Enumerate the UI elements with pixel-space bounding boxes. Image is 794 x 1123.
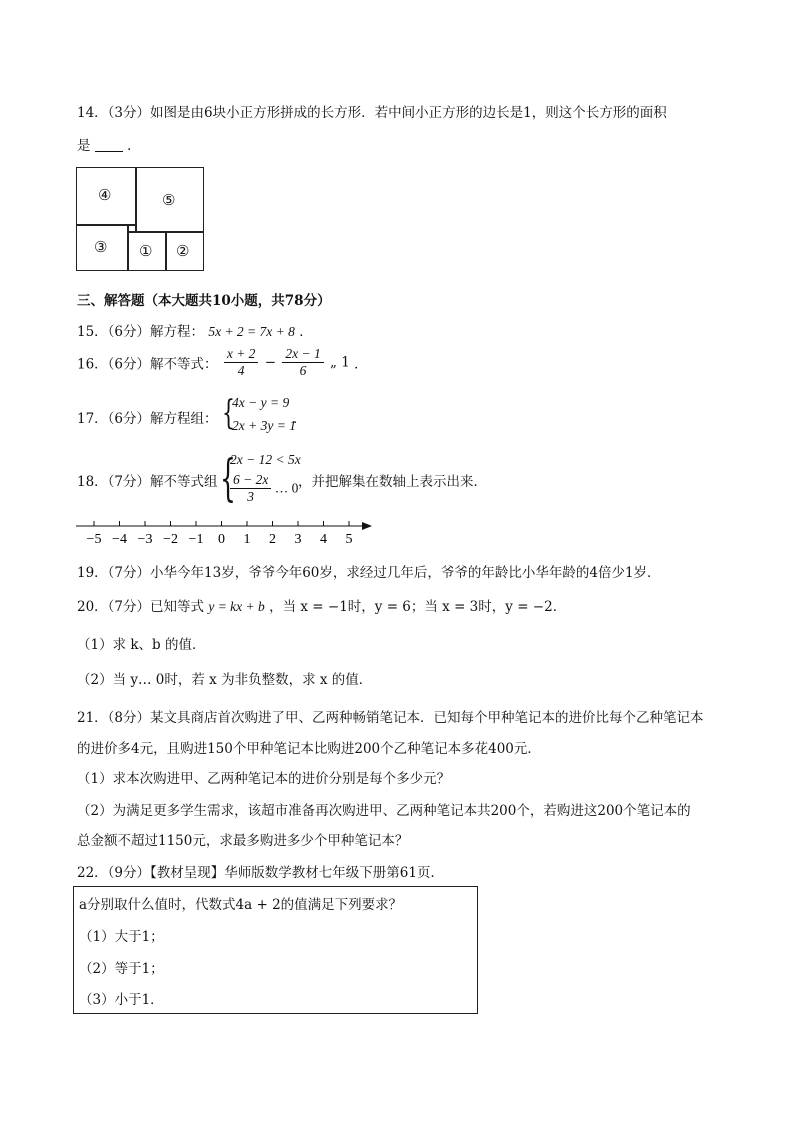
q14-line1: 14．（3分）如图是由6块小正方形拼成的长方形．若中间小正方形的边长是1，则这个长方形的面积 xyxy=(77,105,667,121)
q16 xyxy=(77,346,368,379)
q18-system xyxy=(220,450,310,512)
q19: 19．（7分）小华今年13岁，爷爷今年60岁，求经过几年后，爷爷的年龄比小华年龄的4倍少1岁． xyxy=(77,565,661,581)
q15-suffix: ． xyxy=(299,324,313,340)
number-line-label: −5 xyxy=(86,532,102,547)
q14-line2-post: ． xyxy=(127,138,141,154)
box-item-3: （3）小于1． xyxy=(79,992,164,1008)
number-line-label: 1 xyxy=(243,532,251,547)
number-line-label: 4 xyxy=(320,532,327,547)
rectangle-figure xyxy=(76,167,203,270)
q21-sub2b: 总金额不超过1150元，求最多购进多少个甲种笔记本？ xyxy=(77,833,409,849)
q18-den: 3 xyxy=(247,489,255,504)
q20-expr: y = kx + b xyxy=(208,599,265,614)
q18-prefix: 18．（7分）解不等式组 xyxy=(77,474,218,490)
q16-suffix: ． xyxy=(354,356,368,373)
number-line-label: −1 xyxy=(188,532,204,547)
q16-prefix: 16．（6分）解不等式： xyxy=(77,356,218,373)
number-line xyxy=(74,516,384,556)
q18-rel: … 0 xyxy=(274,480,299,496)
number-line-label: 0 xyxy=(218,532,225,547)
q17-suffix: ． xyxy=(293,411,307,427)
q15 xyxy=(77,320,313,340)
number-line-label: 2 xyxy=(269,532,276,547)
textbook-box xyxy=(73,886,478,1014)
q21-line1: 21．（8分）某文具商店首次购进了甲、乙两种畅销笔记本．已知每个甲种笔记本的进价比每个乙种笔记本 xyxy=(77,710,704,726)
q18-suffix: ，并把解集在数轴上表示出来． xyxy=(298,474,487,490)
q17-prefix: 17．（6分）解方程组： xyxy=(77,411,218,427)
box-item-2: （2）等于1； xyxy=(79,961,164,977)
q16-num1: x + 2 xyxy=(224,346,259,363)
q16-den2: 6 xyxy=(299,363,307,378)
q21-sub1: （1）求本次购进甲、乙两种笔记本的进价分别是每个多少元？ xyxy=(77,771,451,787)
q17-eq1: 4x − y = 9 xyxy=(232,395,290,410)
q22-line: 22．（9分）【教材呈现】华师版数学教材七年级下册第61页． xyxy=(77,865,444,881)
q16-rel: „ 1 xyxy=(330,354,350,371)
box-item-1: （1）大于1； xyxy=(79,929,164,945)
q16-den1: 4 xyxy=(237,363,245,378)
q20-sub1: （1）求 k、b 的值． xyxy=(77,637,206,653)
label-4: ④ xyxy=(98,186,112,204)
brace-icon: { xyxy=(222,393,235,433)
number-line-label: −3 xyxy=(137,532,153,547)
number-line-label: −2 xyxy=(163,532,178,547)
label-5: ⑤ xyxy=(162,191,176,209)
section-title: 三、解答题（本大题共10小题，共78分） xyxy=(77,293,331,309)
q16-minus: − xyxy=(264,354,277,371)
arrow-icon xyxy=(362,522,372,530)
q15-prefix: 15．（6分）解方程： xyxy=(77,324,205,340)
q21-line2: 的进价多4元，且购进150个甲种笔记本比购进200个乙种笔记本多花400元． xyxy=(77,741,541,757)
q20-sub2: （2）当 y… 0时，若 x 为非负整数，求 x 的值． xyxy=(77,672,373,688)
q18-num: 6 − 2x xyxy=(230,472,271,489)
q20-prefix: 20．（7分）已知等式 xyxy=(77,599,205,615)
q16-num2: 2x − 1 xyxy=(282,346,323,363)
q18-ineq1: 2x − 12 < 5x xyxy=(230,452,301,467)
number-line-label: 5 xyxy=(345,532,353,547)
q16-frac1 xyxy=(224,346,259,379)
square-center xyxy=(127,224,137,233)
label-1: ① xyxy=(139,242,153,260)
brace-icon: { xyxy=(220,449,236,507)
number-line-label: 3 xyxy=(294,532,302,547)
q17-eq2: 2x + 3y = 1 xyxy=(232,418,296,433)
label-2: ② xyxy=(176,242,190,260)
q20 xyxy=(77,595,566,615)
q16-frac2 xyxy=(282,346,323,379)
q15-expr: 5x + 2 = 7x + 8 xyxy=(208,324,295,339)
label-3: ③ xyxy=(94,238,108,256)
q14-line2 xyxy=(77,134,141,154)
number-line-label: −4 xyxy=(112,532,127,547)
q14-line2-pre: 是 xyxy=(77,138,91,154)
q18-frac xyxy=(230,472,271,505)
q20-cond: ，当 x = −1时，y = 6；当 x = 3时，y = −2． xyxy=(269,599,567,615)
answer-blank xyxy=(95,151,123,152)
q21-sub2a: （2）为满足更多学生需求，该超市准备再次购进甲、乙两种笔记本共200个，若购进这200个笔记本的 xyxy=(77,803,691,819)
box-title: a分别取什么值时，代数式4a + 2的值满足下列要求？ xyxy=(79,897,403,913)
q18-ineq2 xyxy=(230,472,298,505)
